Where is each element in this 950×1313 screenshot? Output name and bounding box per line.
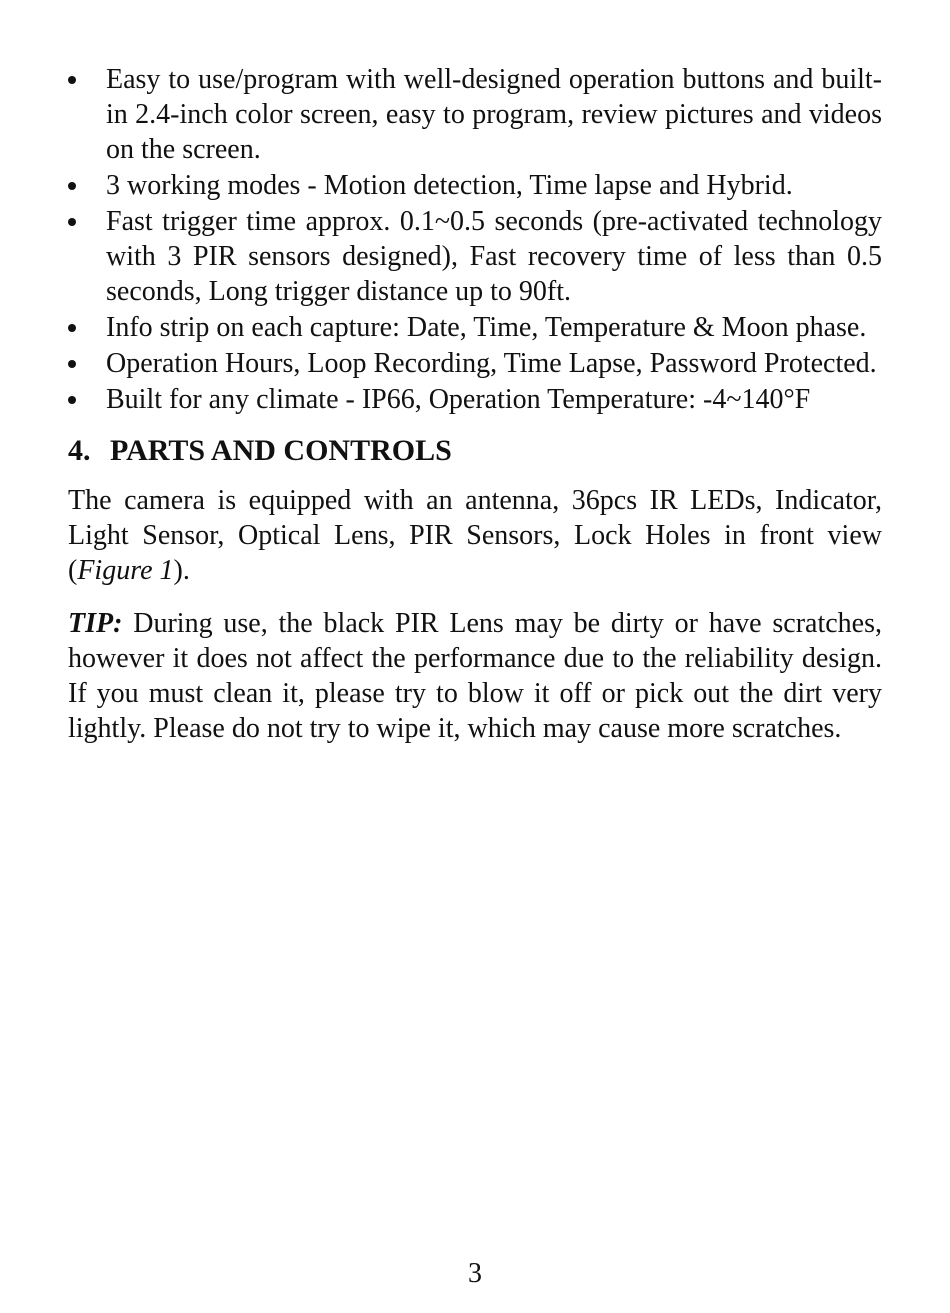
feature-text: Fast trigger time approx. 0.1~0.5 seconds (pre-activated technology with 3 PIR sensors designed), Fast recovery time of less than 0.5 seconds, Long trigger distance up to 90ft. — [106, 206, 882, 307]
intro-paragraph — [68, 483, 882, 588]
bullet-icon — [68, 360, 76, 368]
tip-paragraph — [68, 606, 882, 746]
feature-item — [68, 168, 882, 203]
bullet-icon — [68, 182, 76, 190]
feature-text: Info strip on each capture: Date, Time, Temperature & Moon phase. — [106, 312, 867, 343]
tip-text: During use, the black PIR Lens may be dirty or have scratches, however it does not affect the performance due to the reliability design. If you must clean it, please try to blow it off or pick out the dirt very lightly. Please do not try to wipe it, which may cause more scratches. — [68, 608, 882, 744]
feature-text: Operation Hours, Loop Recording, Time Lapse, Password Protected. — [106, 348, 877, 379]
bullet-icon — [68, 396, 76, 404]
feature-text: Easy to use/program with well-designed operation buttons and built-in 2.4-inch color screen, easy to program, review pictures and videos on the screen. — [106, 64, 882, 165]
feature-item — [68, 346, 882, 381]
intro-text: The camera is equipped with an antenna, 36pcs IR LEDs, Indicator, Light Sensor, Optical Lens, PIR Sensors, Lock Holes in front view ( — [68, 485, 882, 586]
bullet-icon — [68, 76, 76, 84]
page-number: 3 — [468, 1258, 482, 1289]
section-title: PARTS AND CONTROLS — [110, 434, 452, 467]
section-heading — [68, 433, 882, 469]
feature-item — [68, 310, 882, 345]
bullet-icon — [68, 218, 76, 226]
figure-reference: Figure 1 — [77, 555, 174, 586]
feature-item — [68, 204, 882, 309]
feature-item — [68, 62, 882, 167]
intro-text-end: ). — [173, 555, 190, 586]
bullet-icon — [68, 324, 76, 332]
feature-item — [68, 382, 882, 417]
section-number: 4. — [68, 434, 91, 467]
feature-text: 3 working modes - Motion detection, Time lapse and Hybrid. — [106, 170, 793, 201]
feature-text: Built for any climate - IP66, Operation Temperature: -4~140°F — [106, 384, 811, 415]
feature-list — [68, 62, 882, 417]
tip-label: TIP: — [68, 608, 123, 639]
document-page — [68, 62, 882, 764]
